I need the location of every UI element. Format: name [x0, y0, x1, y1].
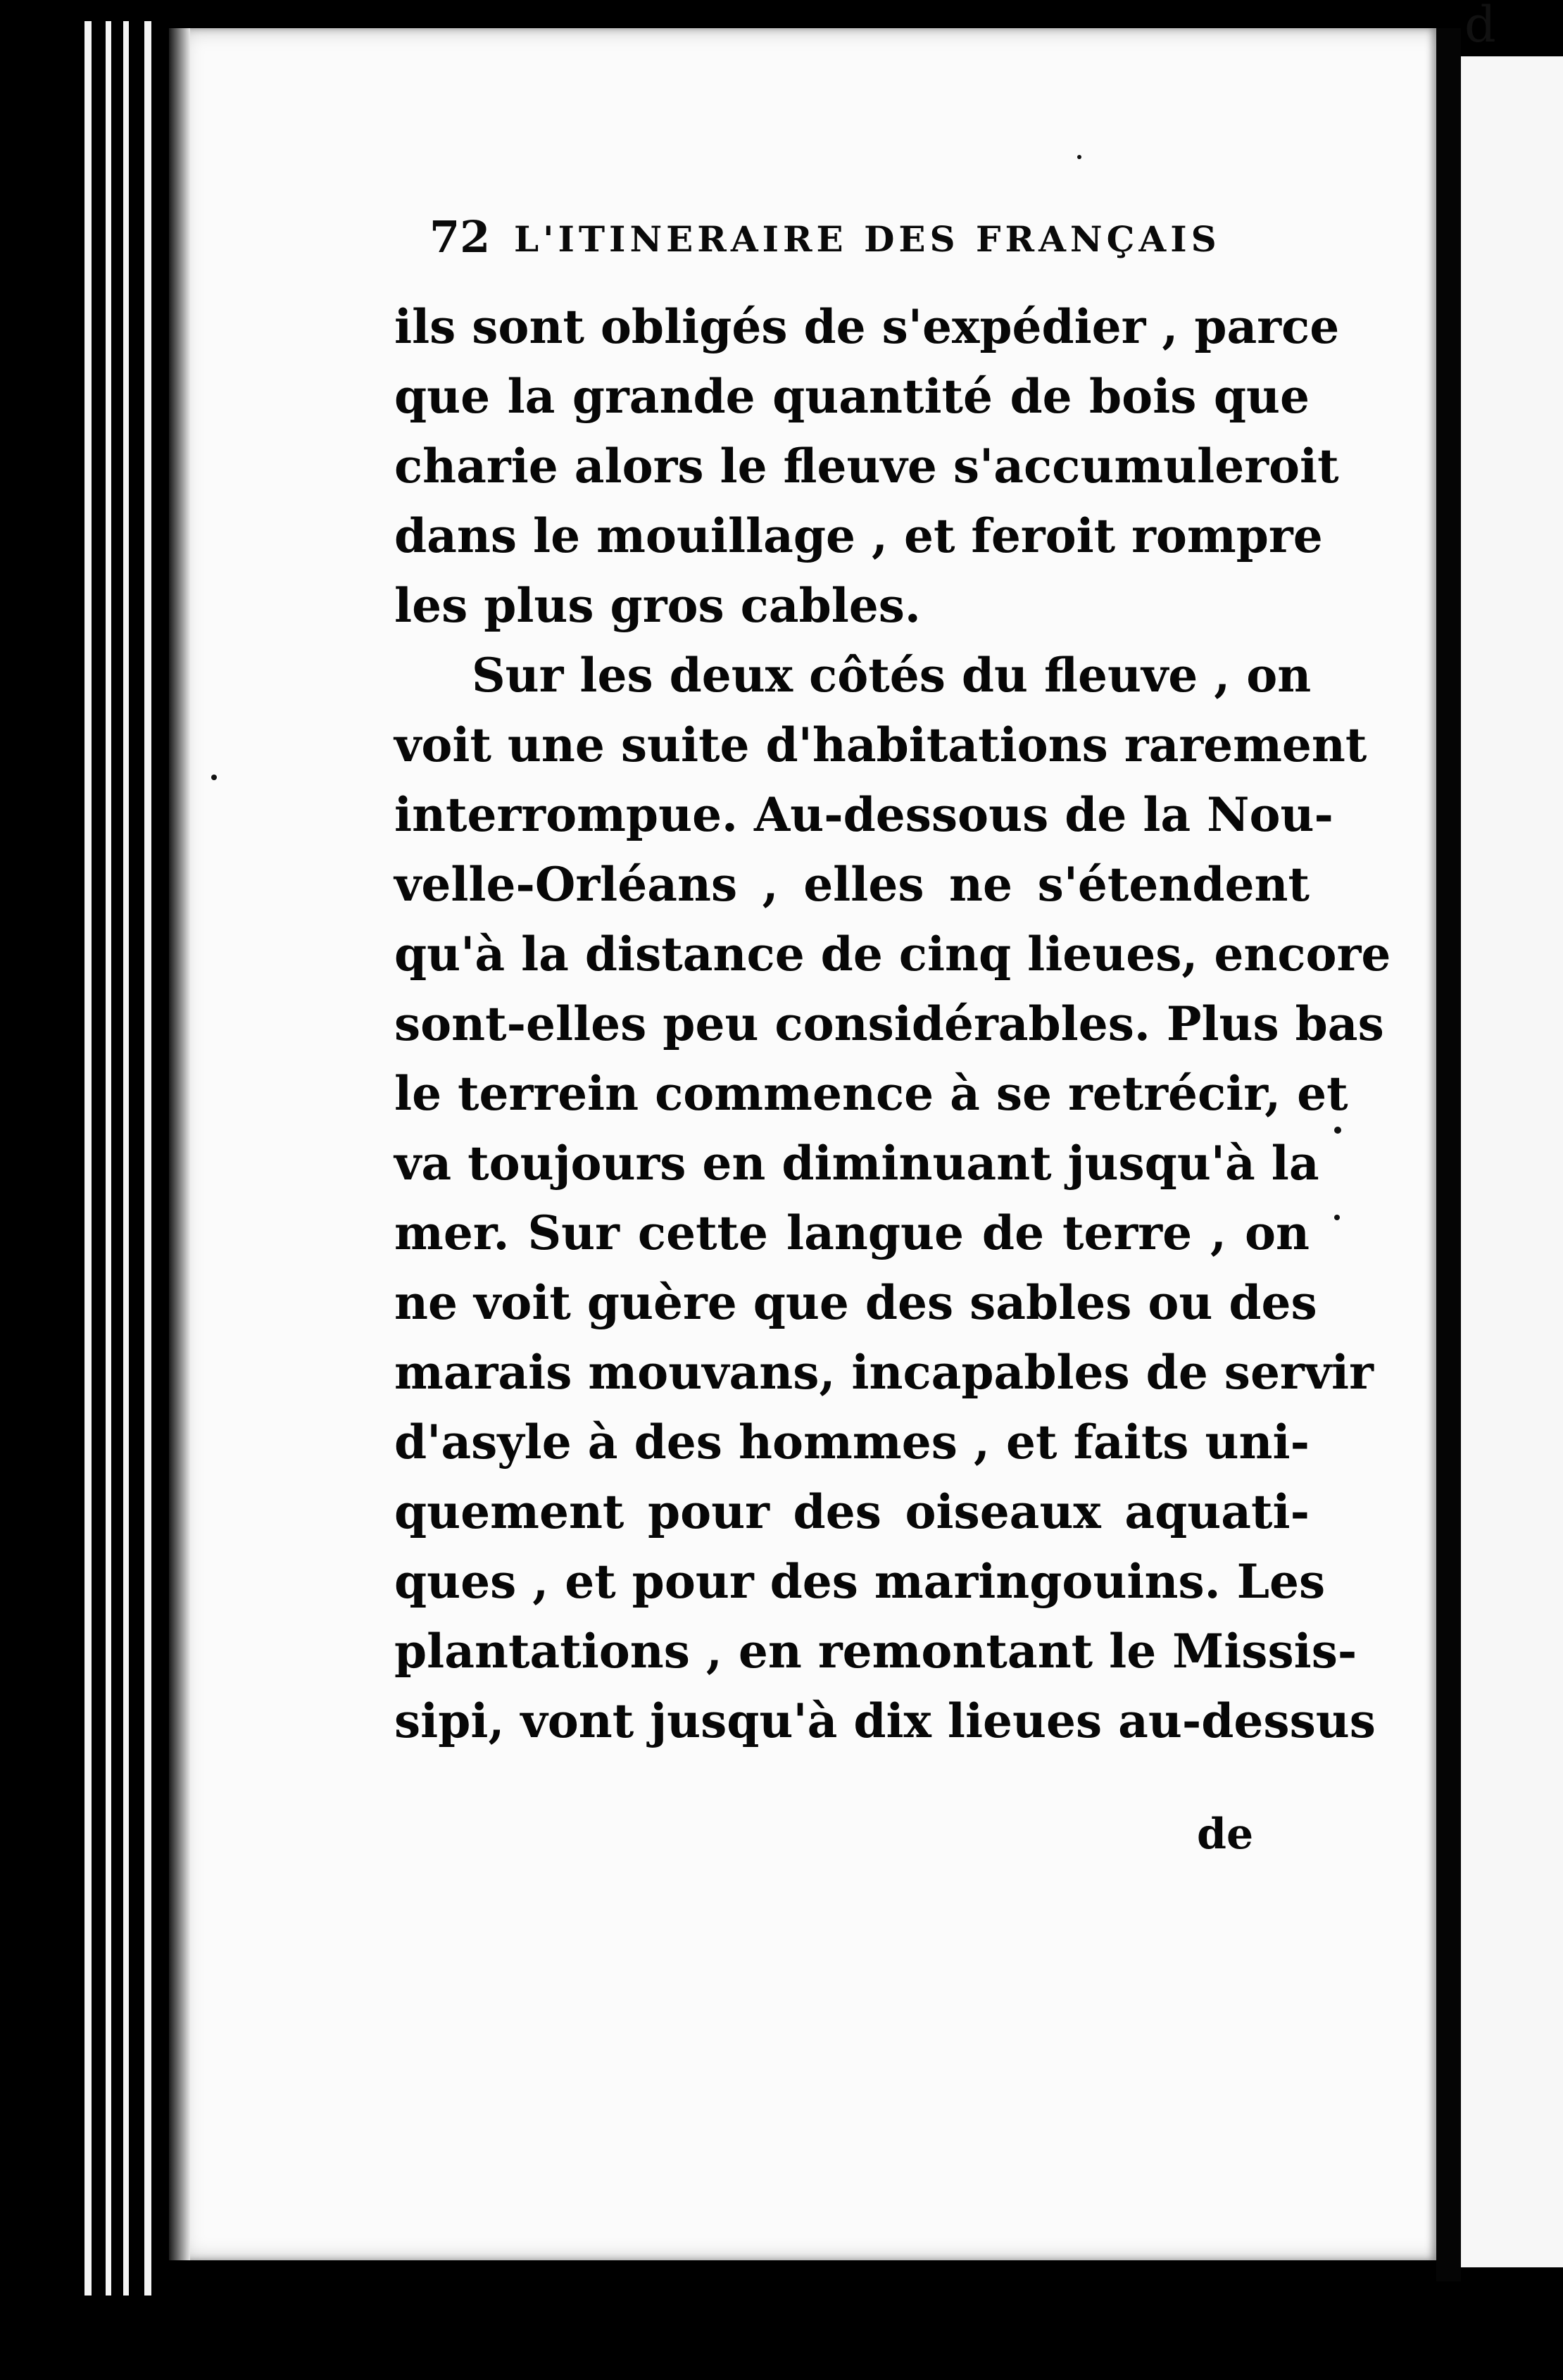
page-gap: [1436, 28, 1461, 2281]
facing-page-edge: [1461, 56, 1563, 2267]
page-stack-edge: [123, 21, 129, 2296]
text-line: dans le mouillage , et feroit rompre: [394, 508, 1323, 563]
page-stack-edge: [84, 21, 92, 2296]
text-line: quement pour des oiseaux aquati-: [394, 1484, 1310, 1539]
text-line: que la grande quantité de bois que: [394, 369, 1310, 424]
text-line: marais mouvans, incapables de servir: [394, 1345, 1374, 1400]
corner-mark: d: [1464, 0, 1496, 54]
text-line: velle-Orléans , elles ne s'étendent: [394, 857, 1310, 912]
ink-speck: [211, 775, 217, 780]
text-line: ne voit guère que des sables ou des: [394, 1275, 1317, 1330]
text-line: charie alors le fleuve s'accumuleroit: [394, 439, 1339, 494]
page-stack-edge: [106, 21, 111, 2296]
text-line: va toujours en diminuant jusqu'à la: [394, 1136, 1319, 1191]
ink-speck: [1334, 1127, 1341, 1134]
text-line: ils sont obligés de s'expédier , parce: [394, 299, 1340, 354]
page-number: 72: [429, 211, 491, 263]
ink-speck: [1334, 1215, 1340, 1220]
running-head: [429, 211, 1239, 275]
text-line: plantations , en remontant le Missis-: [394, 1624, 1357, 1679]
text-line: interrompue. Au-dessous de la Nou-: [394, 787, 1333, 842]
text-line: le terrein commence à se retrécir, et: [394, 1066, 1348, 1121]
text-line: les plus gros cables.: [394, 578, 921, 633]
text-line: qu'à la distance de cinq lieues, encore: [394, 927, 1391, 982]
running-title: L'ITINERAIRE DES FRANÇAIS: [514, 218, 1221, 260]
ink-speck: [1077, 155, 1081, 159]
gutter-shadow: [169, 28, 190, 2260]
text-line: d'asyle à des hommes , et faits uni-: [394, 1415, 1310, 1470]
body-text: [394, 292, 1391, 1756]
text-line: ques , et pour des maringouins. Les: [394, 1554, 1326, 1609]
text-line: sipi, vont jusqu'à dix lieues au-dessus: [394, 1693, 1376, 1748]
text-line: sont-elles peu considérables. Plus bas: [394, 996, 1384, 1051]
text-line: mer. Sur cette langue de terre , on: [394, 1205, 1310, 1260]
page-stack-edge: [144, 21, 151, 2296]
text-line: voit une suite d'habitations rarement: [394, 718, 1367, 772]
catchword: de: [1197, 1810, 1254, 1859]
text-line: Sur les deux côtés du fleuve , on: [472, 648, 1312, 703]
